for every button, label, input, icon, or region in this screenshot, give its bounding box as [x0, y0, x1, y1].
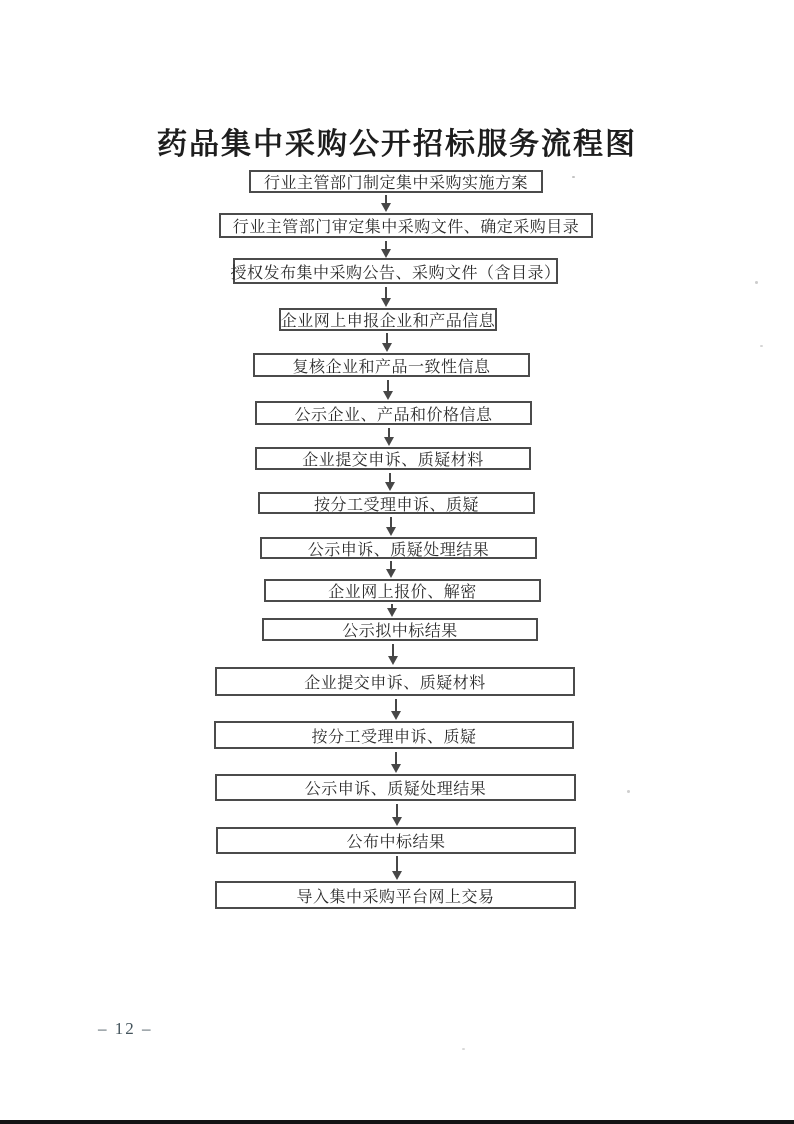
page-title: 药品集中采购公开招标服务流程图	[157, 128, 637, 161]
arrow-down-icon	[384, 428, 394, 446]
flow-step-1: 行业主管部门制定集中采购实施方案	[249, 170, 543, 193]
arrow-down-icon	[381, 195, 391, 212]
flow-step-12: 企业提交申诉、质疑材料	[215, 667, 575, 696]
arrow-down-icon	[381, 287, 391, 307]
arrow-down-icon	[392, 804, 402, 826]
flow-step-5: 复核企业和产品一致性信息	[253, 353, 530, 377]
scan-speck	[755, 281, 758, 284]
flow-step-15: 公布中标结果	[216, 827, 576, 854]
arrow-down-icon	[385, 473, 395, 491]
flow-step-11: 公示拟中标结果	[262, 618, 538, 641]
arrow-down-icon	[381, 241, 391, 258]
flow-step-14: 公示申诉、质疑处理结果	[215, 774, 576, 801]
arrow-down-icon	[383, 380, 393, 400]
page-number: – 12 –	[98, 1019, 153, 1038]
arrow-down-icon	[386, 561, 396, 578]
arrow-down-icon	[387, 604, 397, 617]
flow-step-2: 行业主管部门审定集中采购文件、确定采购目录	[219, 213, 593, 238]
flow-step-10: 企业网上报价、解密	[264, 579, 541, 602]
scan-speck	[572, 176, 575, 178]
arrow-down-icon	[386, 517, 396, 536]
flow-step-13: 按分工受理申诉、质疑	[214, 721, 574, 749]
scan-bottom-edge	[0, 1120, 794, 1124]
arrow-down-icon	[388, 644, 398, 665]
flow-step-6: 公示企业、产品和价格信息	[255, 401, 532, 425]
arrow-down-icon	[391, 699, 401, 720]
flow-step-4: 企业网上申报企业和产品信息	[279, 308, 497, 331]
flow-step-8: 按分工受理申诉、质疑	[258, 492, 535, 514]
flow-step-3: 授权发布集中采购公告、采购文件（含目录）	[233, 258, 558, 284]
flow-step-9: 公示申诉、质疑处理结果	[260, 537, 537, 559]
scan-speck	[627, 790, 630, 793]
arrow-down-icon	[391, 752, 401, 773]
arrow-down-icon	[392, 856, 402, 880]
arrow-down-icon	[382, 333, 392, 352]
scan-speck	[760, 345, 763, 347]
flow-step-16: 导入集中采购平台网上交易	[215, 881, 576, 909]
scan-speck	[462, 1048, 465, 1050]
flow-step-7: 企业提交申诉、质疑材料	[255, 447, 531, 470]
